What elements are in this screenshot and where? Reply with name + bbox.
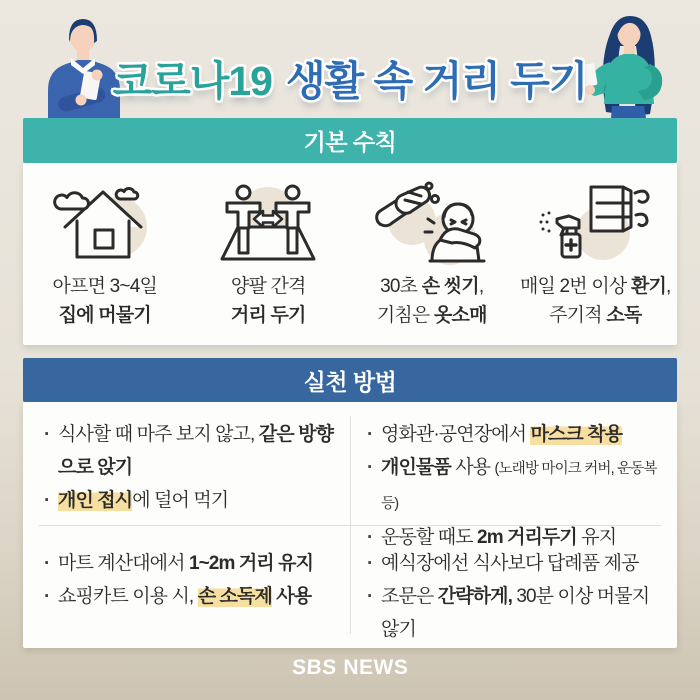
sbs-logo-text: SBS: [290, 656, 338, 679]
basic-rule-distance: [187, 163, 351, 345]
practice-header: [23, 358, 677, 402]
practice-bullet: · 영화관·공연장에서 마스크 착용: [366, 418, 669, 451]
sbs-news-logo: [0, 656, 700, 680]
basic-rule-stay-home: [23, 163, 187, 345]
practice-group-shopping: [23, 525, 350, 648]
practice-card: [23, 402, 677, 648]
practice-bullet: · 개인물품 사용 (노래방 마이크 커버, 운동복 등): [366, 451, 669, 521]
practice-bullet: · 운동할 때도 2m 거리두기 유지: [366, 521, 669, 554]
arm-distance-icon: [208, 177, 328, 269]
basic-rules-header-label: 기본 수칙: [303, 129, 397, 155]
basic-rule-label: 아프면 3~4일 집에 머물기: [52, 276, 158, 326]
practice-bullet: · 조문은 간략하게, 30분 이상 머물지 않기: [366, 580, 669, 646]
practice-bullet: · 마트 계산대에서 1~2m 거리 유지: [43, 547, 342, 580]
page-title: [0, 48, 700, 107]
basic-rule-ventilation: [514, 163, 678, 345]
news-logo-text: NEWS: [343, 656, 409, 679]
practice-bullet: · 예식장에선 식사보다 답례품 제공: [366, 547, 669, 580]
basic-rule-label: 30초 손 씻기, 기침은 옷소매: [376, 276, 487, 326]
practice-group-public-places: [350, 402, 677, 548]
title-corona19: 코로나19: [112, 58, 272, 104]
basic-rule-label: 양팔 간격 거리 두기: [230, 276, 306, 326]
basic-rule-label: 매일 2번 이상 환기, 주기적 소독: [519, 276, 671, 326]
row-divider: [39, 525, 661, 526]
practice-bullet: · 식사할 때 마주 보지 않고, 같은 방향으로 앉기: [43, 418, 342, 484]
practice-header-label: 실천 방법: [303, 368, 397, 395]
basic-rules-card: [23, 163, 677, 345]
basic-rule-handwash: [350, 163, 514, 345]
basic-rules-header: [23, 118, 677, 163]
practice-group-dining: [23, 402, 350, 525]
practice-bullet: · 쇼핑카트 이용 시, 손 소독제 사용: [43, 580, 342, 613]
title-distancing: 생활 속 거리 두기: [286, 58, 588, 104]
hand-washing-icon: [372, 177, 492, 269]
stay-home-icon: [45, 177, 165, 269]
ventilation-icon: [535, 177, 655, 269]
practice-bullet: · 개인 접시에 덜어 먹기: [43, 484, 342, 517]
